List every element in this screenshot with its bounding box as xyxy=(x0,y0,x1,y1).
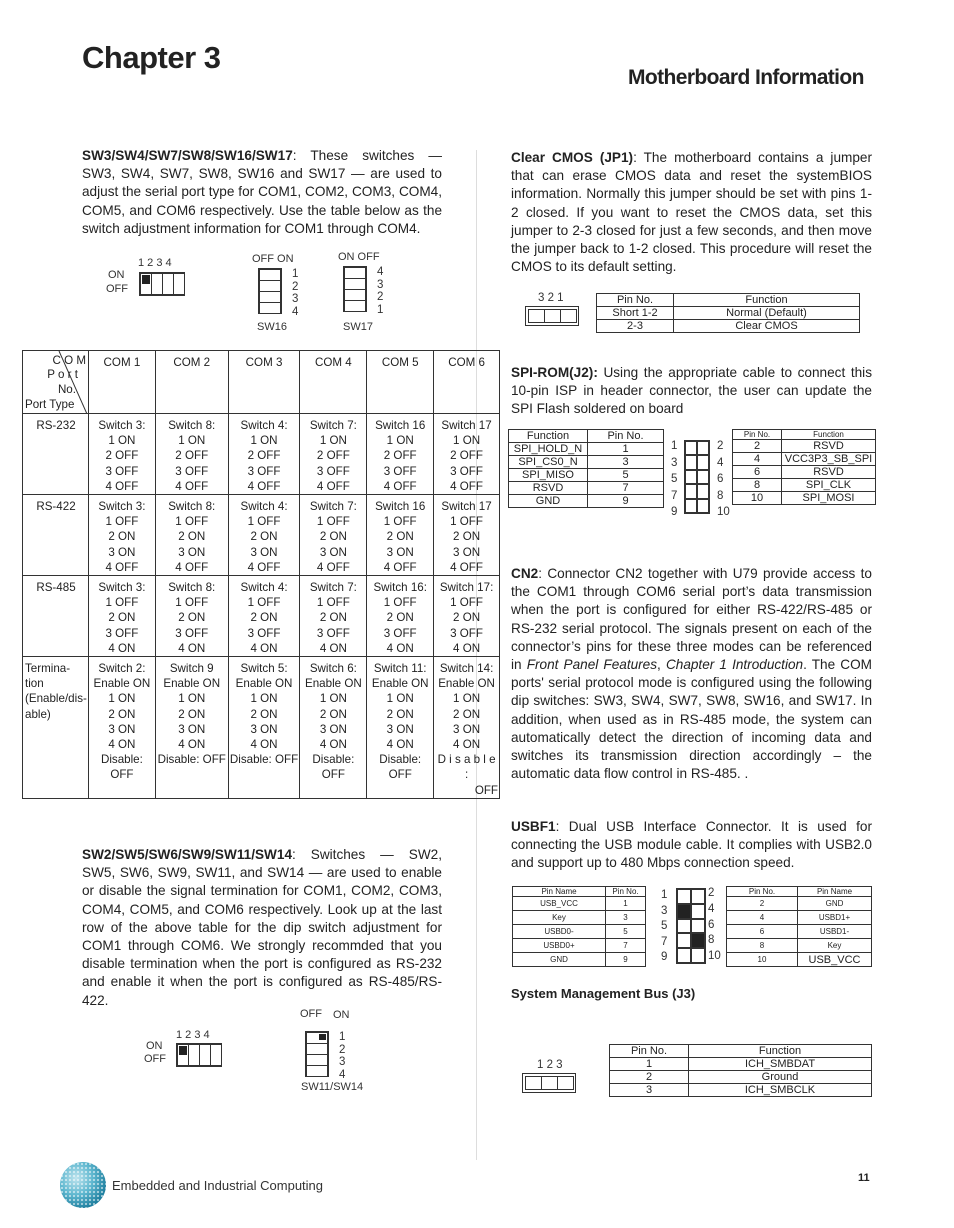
sw16-dip-switch xyxy=(258,268,282,314)
page-number: 11 xyxy=(858,1172,870,1184)
dip1-numbers: 1 2 3 4 xyxy=(138,257,172,269)
dip-switch-horizontal xyxy=(139,272,185,296)
sw-intro-paragraph xyxy=(82,147,442,238)
dip2-on-label: ON xyxy=(146,1040,163,1052)
dip2-off-label: OFF xyxy=(144,1053,166,1065)
usbf1-left-table: Pin Name Pin No. USB_VCC 1 Key 3 USBD0- 5 USBD0+ 7 GND 9 xyxy=(512,886,646,967)
sw-intro-title: SW3/SW4/SW7/SW8/SW16/SW17 xyxy=(82,148,293,163)
j2-left-table: Function Pin No. SPI_HOLD_N 1 SPI_CS0_N 3 SPI_MISO 5 RSVD 7 GND 9 xyxy=(508,429,664,508)
dip2-switch-horizontal xyxy=(176,1043,222,1067)
globe-logo-dots xyxy=(60,1162,106,1208)
sw17-numbers: 4 3 2 1 xyxy=(377,266,384,316)
j2-even-pins: 2 4 6 8 10 xyxy=(717,440,730,518)
switch-setting-cell: Switch 17 1 ON 2 OFF 3 OFF 4 OFF xyxy=(434,414,500,495)
switch-setting-cell: Switch 16 1 OFF 2 ON 3 ON 4 OFF xyxy=(367,495,434,576)
jp1-text: : The motherboard contains a jumper that can erase CMOS data and reset the systemBIOS information. Normally this jumper should be set with pins 1-2 closed. If you want to reset the CMOS data, set this jumper to 2-3 closed for just a few seconds, and then move the jumper back to 1-2 closed. This procedure will reset the CMOS to its default setting. xyxy=(511,150,872,275)
usbf1-odd-pins: 1 3 5 7 9 xyxy=(661,889,668,963)
dip1-on-label: ON xyxy=(108,269,125,281)
switch-setting-cell: Switch 4: 1 OFF 2 ON 3 ON 4 OFF xyxy=(228,495,300,576)
switch-setting-cell: Switch 3: 1 OFF 2 ON 3 OFF 4 ON xyxy=(88,576,155,657)
usbf1-paragraph xyxy=(511,818,872,873)
sw17-label: SW17 xyxy=(343,321,373,333)
com4-header: COM 4 xyxy=(300,351,367,414)
com-table-body xyxy=(23,414,500,799)
com5-header: COM 5 xyxy=(367,351,434,414)
sw-term-text: : Switches — SW2, SW5, SW6, SW9, SW11, and SW14 — are used to enable or disable the signal termination for COM1, COM2, COM3, COM4, COM5, and COM6 respectively. Look up at the last row of the above table for the dip switch adjustment for COM1 through COM6. We strongly recommded that you disable termination when the port is configured as RS-232 and enable it when the port is configured as RS-485/RS-422. xyxy=(82,847,442,1008)
switch-setting-cell: Switch 9 Enable ON 1 ON 2 ON 3 ON 4 ON Disable: OFF xyxy=(155,657,228,799)
sw-intro-text: : These switches — SW3, SW4, SW7, SW8, SW16 and SW17 — are used to adjust the serial port type for COM1, COM2, COM3, COM4, COM5, and COM6 respectively. Use the table below as the switch adjustment information for COM1 through COM4. xyxy=(82,148,442,236)
switch-setting-cell: Switch 17 1 OFF 2 ON 3 ON 4 OFF xyxy=(434,495,500,576)
com-table-row xyxy=(23,495,500,576)
sw11-label: SW11/SW14 xyxy=(301,1081,364,1093)
com-port-table xyxy=(22,350,500,799)
switch-setting-cell: Switch 16: 1 OFF 2 ON 3 OFF 4 ON xyxy=(367,576,434,657)
switch-setting-cell: Switch 4: 1 OFF 2 ON 3 OFF 4 ON xyxy=(228,576,300,657)
com-table-row xyxy=(23,414,500,495)
j3-connector xyxy=(522,1073,576,1093)
j2-paragraph xyxy=(511,364,872,419)
sw11-dip-switch xyxy=(305,1031,329,1077)
j2-text: Using the appropriate cable to connect this 10-pin ISP in header connector, the user can update the SPI Flash soldered on board xyxy=(511,365,872,417)
j2-odd-pins: 1 3 5 7 9 xyxy=(671,440,678,518)
sw16-top-label: OFF ON xyxy=(252,253,294,265)
dip1-off-label: OFF xyxy=(106,283,128,295)
sw11-off-label: OFF xyxy=(300,1008,322,1020)
j2-title: SPI-ROM(J2): xyxy=(511,365,598,380)
switch-setting-cell: Switch 4: 1 ON 2 OFF 3 OFF 4 OFF xyxy=(228,414,300,495)
usbf1-title: USBF1 xyxy=(511,819,556,834)
switch-setting-cell: Switch 14: Enable ON 1 ON 2 ON 3 ON 4 ON D i s a b l e : OFF xyxy=(434,657,500,799)
j3-pin-numbers: 1 2 3 xyxy=(537,1059,563,1071)
usbf1-header-connector xyxy=(676,888,706,964)
sw11-numbers: 1 2 3 4 xyxy=(339,1031,346,1081)
switch-setting-cell: Switch 8: 1 OFF 2 ON 3 ON 4 OFF xyxy=(155,495,228,576)
sw11-on-label: ON xyxy=(333,1009,350,1021)
section-title: Motherboard Information xyxy=(628,66,864,89)
footer-text: Embedded and Industrial Computing xyxy=(112,1178,324,1193)
cn2-title: CN2 xyxy=(511,566,539,581)
com-table-row xyxy=(23,576,500,657)
jp1-table: Pin No. Function Short 1-2 Normal (Default) 2-3 Clear CMOS xyxy=(596,293,860,333)
usbf1-even-pins: 2 4 6 8 10 xyxy=(708,887,721,963)
switch-setting-cell: Switch 8: 1 ON 2 OFF 3 OFF 4 OFF xyxy=(155,414,228,495)
switch-setting-cell: Switch 16 1 ON 2 OFF 3 OFF 4 OFF xyxy=(367,414,434,495)
usbf1-right-table: Pin No. Pin Name 2 GND 4 USBD1+ 6 USBD1- 8 Key 10 USB_VCC xyxy=(726,886,872,967)
com6-header: COM 6 xyxy=(434,351,500,414)
j3-table: Pin No. Function 1 ICH_SMBDAT 2 Ground 3 ICH_SMBCLK xyxy=(609,1044,872,1097)
dip2-numbers: 1 2 3 4 xyxy=(176,1029,210,1041)
jp1-jumper xyxy=(525,306,579,326)
com-table-corner: C O M P o r t No. Port Type xyxy=(23,351,89,414)
sw-term-title: SW2/SW5/SW6/SW9/SW11/SW14 xyxy=(82,847,292,862)
com1-header: COM 1 xyxy=(88,351,155,414)
sw16-label: SW16 xyxy=(257,321,287,333)
jp1-title: Clear CMOS (JP1) xyxy=(511,150,634,165)
switch-setting-cell: Switch 7: 1 ON 2 OFF 3 OFF 4 OFF xyxy=(300,414,367,495)
sw17-top-label: ON OFF xyxy=(338,251,380,263)
switch-setting-cell: Switch 6: Enable ON 1 ON 2 ON 3 ON 4 ON Disable: OFF xyxy=(300,657,367,799)
chapter-title: Chapter 3 xyxy=(82,40,221,75)
jp1-pin-numbers: 3 2 1 xyxy=(538,292,564,304)
com-table-row xyxy=(23,657,500,799)
switch-setting-cell: Switch 7: 1 OFF 2 ON 3 ON 4 OFF xyxy=(300,495,367,576)
port-type-cell: RS-422 xyxy=(23,495,89,576)
j2-right-table: Pin No. Function 2 RSVD 4 VCC3P3_SB_SPI 6 RSVD 8 SPI_CLK 10 SPI_MOSI xyxy=(732,429,876,505)
switch-setting-cell: Switch 2: Enable ON 1 ON 2 ON 3 ON 4 ON Disable: OFF xyxy=(88,657,155,799)
sw-term-paragraph xyxy=(82,846,442,1010)
cn2-paragraph: CN2: Connector CN2 together with U79 provide access to the COM1 through COM6 serial port’s data transmission when the port is configured for either RS-422/RS-485 or RS-232 serial protocol. The signals present on each of the connector’s pins for these three modes can be referenced in Front Panel Features, Chapter 1 Introduction. The COM ports' serial protocol mode is configured using the following dip switches: SW3, SW4, SW7, SW8, SW16, and SW17. In addition, when used as in RS-485 mode, the system can automatically detect the direction of incoming data and switches its transmission direction accordingly – the automatic data flow control in RS-485. . xyxy=(511,566,872,782)
port-type-cell: RS-485 xyxy=(23,576,89,657)
jp1-paragraph xyxy=(511,149,872,276)
j3-title: System Management Bus (J3) xyxy=(511,986,696,1001)
sw16-numbers: 1 2 3 4 xyxy=(292,268,299,318)
port-type-cell: RS-232 xyxy=(23,414,89,495)
sw17-dip-switch xyxy=(343,266,367,312)
port-type-cell: Termina- tion (Enable/dis- able) xyxy=(23,657,89,799)
usbf1-text: : Dual USB Interface Connector. It is used for connecting the USB module cable. It complies with USB2.0 and support up to 480 Mbps connection speed. xyxy=(511,819,872,871)
com3-header: COM 3 xyxy=(228,351,300,414)
switch-setting-cell: Switch 3: 1 OFF 2 ON 3 ON 4 OFF xyxy=(88,495,155,576)
switch-setting-cell: Switch 7: 1 OFF 2 ON 3 OFF 4 ON xyxy=(300,576,367,657)
switch-setting-cell: Switch 17: 1 OFF 2 ON 3 OFF 4 ON xyxy=(434,576,500,657)
j2-header-connector xyxy=(684,440,710,514)
switch-setting-cell: Switch 8: 1 OFF 2 ON 3 OFF 4 ON xyxy=(155,576,228,657)
switch-setting-cell: Switch 5: Enable ON 1 ON 2 ON 3 ON 4 ON Disable: OFF xyxy=(228,657,300,799)
switch-setting-cell: Switch 11: Enable ON 1 ON 2 ON 3 ON 4 ON Disable: OFF xyxy=(367,657,434,799)
switch-setting-cell: Switch 3: 1 ON 2 OFF 3 OFF 4 OFF xyxy=(88,414,155,495)
com2-header: COM 2 xyxy=(155,351,228,414)
